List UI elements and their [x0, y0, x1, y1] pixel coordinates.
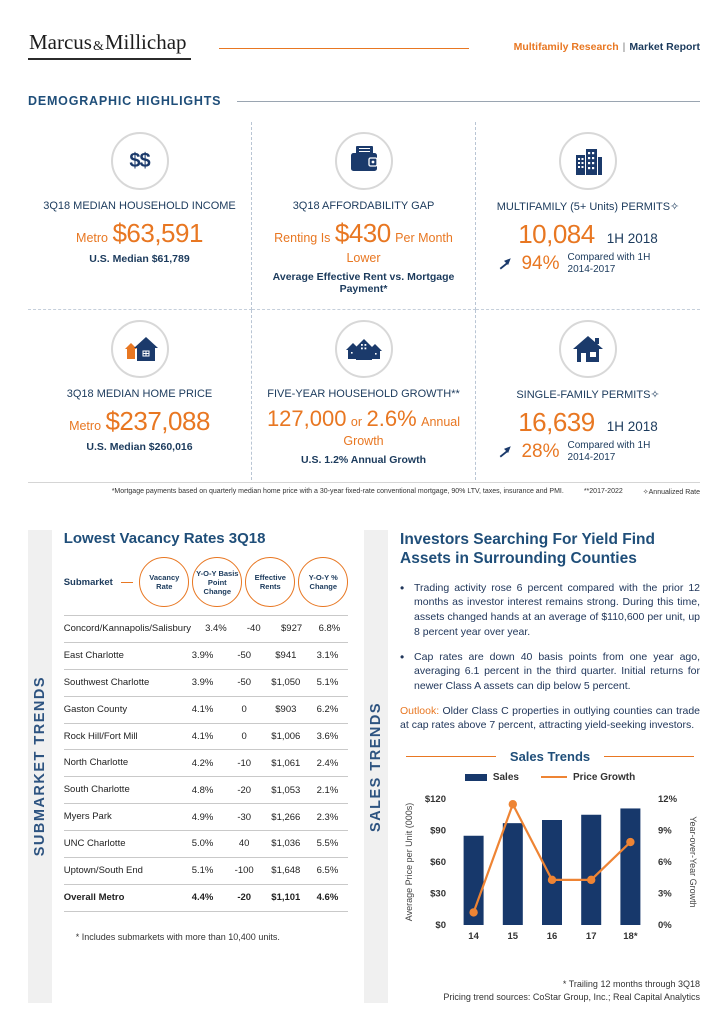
chart-plot-area [400, 787, 700, 962]
column-circle-vacancy-rate: Vacancy Rate [139, 557, 189, 607]
column-circle-yoy-change: Y-O-Y % Change [298, 557, 348, 607]
vacancy-table-header [64, 557, 349, 607]
cell-submarket: Overall Metro [63, 891, 125, 903]
header-orange-rule [219, 48, 469, 49]
cell-submarket: UNC Charlotte [63, 838, 126, 849]
stat-prefix: Metro [76, 231, 108, 245]
stat-value-line [40, 406, 239, 437]
up-arrow-icon [498, 444, 513, 459]
bullet-item [400, 581, 700, 640]
cell-submarket: Uptown/South End [63, 864, 143, 876]
section-title: DEMOGRAPHIC HIGHLIGHTS [28, 94, 222, 108]
chart-footnotes [400, 978, 700, 1003]
svg-text:17: 17 [585, 930, 597, 942]
stat-household-growth [252, 310, 476, 480]
chart-title: Sales Trends [509, 748, 591, 764]
stat-title: 3Q18 MEDIAN HOME PRICE [66, 388, 213, 400]
single-family-home-icon [559, 320, 617, 378]
cell-effective-rent: $903 [275, 704, 297, 716]
publication-name: Multifamily Research [513, 41, 619, 53]
cell-basis-point-change: -50 [237, 650, 252, 662]
stat-value-line [40, 218, 239, 249]
footnote-trailing: * Trailing 12 months through 3Q18 [562, 978, 701, 989]
cell-basis-point-change: -20 [237, 892, 252, 904]
stat-title: MULTIFAMILY (5+ Units) PERMITS✧ [496, 201, 680, 213]
cell-basis-point-change: -50 [237, 677, 252, 689]
bullet-item [400, 650, 700, 694]
table-row [64, 696, 349, 723]
cell-yoy-change: 4.6% [316, 892, 339, 904]
stat-value-line [264, 218, 463, 267]
stat-period: 1H 2018 [606, 419, 658, 434]
cell-vacancy-rate: 3.9% [191, 650, 214, 662]
stat-title: FIVE-YEAR HOUSEHOLD GROWTH** [267, 388, 460, 400]
cell-effective-rent: $1,053 [271, 784, 301, 796]
footnote-years: **2017-2022 [583, 488, 623, 495]
cell-yoy-change: 3.6% [316, 730, 339, 742]
company-logo [28, 30, 191, 60]
section-rule [237, 101, 700, 102]
cell-submarket: North Charlotte [63, 757, 129, 769]
sales-trends-sidebar [364, 530, 388, 1003]
stat-title: 3Q18 MEDIAN HOUSEHOLD INCOME [43, 200, 236, 212]
stat-value: 10,084 [518, 219, 595, 249]
svg-text:$120: $120 [424, 793, 447, 805]
logo-ampersand: & [92, 39, 104, 54]
stat-subtext: U.S. Median $260,016 [86, 441, 193, 453]
cell-vacancy-rate: 5.1% [191, 865, 214, 877]
stat-compare-text: Compared with 1H 2014-2017 [567, 440, 651, 463]
cell-vacancy-rate: 4.2% [191, 757, 214, 769]
table-row [64, 642, 349, 669]
sales-trends-section [400, 530, 700, 1003]
stat-median-household-income [28, 122, 252, 310]
stat-value-line [488, 219, 688, 250]
svg-text:16: 16 [546, 930, 558, 942]
table-row [64, 857, 349, 884]
stat-value: $430 [334, 218, 391, 248]
up-arrow-icon [498, 256, 513, 271]
report-type [514, 37, 700, 53]
outlook-paragraph [400, 704, 700, 733]
cell-basis-point-change: 40 [238, 838, 250, 850]
cell-yoy-change: 5.5% [316, 838, 339, 850]
cell-basis-point-change: -10 [237, 757, 252, 769]
investors-heading: Investors Searching For Yield Find Assets in Surrounding Counties [400, 531, 655, 568]
report-name: Market Report [629, 41, 700, 53]
cell-basis-point-change: -40 [246, 623, 261, 635]
header-connector-line [121, 582, 133, 583]
stat-title: SINGLE-FAMILY PERMITS✧ [516, 389, 660, 401]
legend-label: Price Growth [572, 771, 636, 783]
legend-sales [465, 772, 519, 783]
cell-yoy-change: 6.8% [318, 623, 341, 635]
svg-text:18*: 18* [623, 930, 638, 942]
cell-submarket: Rock Hill/Fort Mill [63, 730, 138, 742]
cell-effective-rent: $1,266 [271, 811, 301, 823]
svg-text:6%: 6% [658, 856, 672, 868]
stat-multifamily-permits [476, 122, 700, 310]
cell-yoy-change: 6.2% [316, 704, 339, 716]
cell-submarket: Southwest Charlotte [63, 676, 150, 688]
stat-value-1: 127,000 [266, 406, 347, 431]
combo-chart-svg [400, 787, 700, 962]
table-row [64, 723, 349, 750]
publication-separator: | [622, 41, 626, 53]
cell-submarket: Myers Park [63, 811, 112, 823]
svg-text:9%: 9% [658, 825, 672, 837]
sidebar-label: SUBMARKET TRENDS [31, 676, 48, 857]
cell-yoy-change: 6.5% [316, 865, 339, 877]
sales-trends-chart [400, 749, 700, 962]
footnote-sources: Pricing trend sources: CoStar Group, Inc.; Real Capital Analytics [443, 991, 701, 1002]
cell-effective-rent: $1,101 [271, 892, 301, 904]
stat-compare-text: Compared with 1H 2014-2017 [567, 252, 651, 275]
lower-section [28, 530, 700, 1003]
svg-text:14: 14 [468, 930, 479, 942]
cell-vacancy-rate: 3.4% [205, 623, 227, 635]
svg-text:$0: $0 [435, 919, 447, 931]
stat-value: 16,639 [518, 407, 595, 437]
footnote-mortgage: *Mortgage payments based on quarterly median home price with a 30-year fixed-rate conventional mortgage, 90% LTV, taxes, insurance and PMI. [111, 488, 564, 495]
cell-vacancy-rate: 4.1% [191, 730, 214, 742]
stat-compare-line [488, 252, 688, 275]
cell-vacancy-rate: 3.9% [191, 677, 214, 689]
submarket-column-label: Submarket [63, 576, 113, 588]
cell-yoy-change: 5.1% [316, 677, 339, 689]
svg-text:Average Price per Unit (000s): Average Price per Unit (000s) [404, 802, 415, 922]
cell-effective-rent: $1,006 [271, 730, 301, 742]
stat-single-family-permits [476, 310, 700, 480]
stat-prefix: Metro [69, 419, 102, 433]
logo-word-1: Marcus [29, 30, 92, 54]
title-rule-right [604, 756, 694, 757]
demographics-grid [28, 122, 700, 480]
legend-price-growth [541, 772, 635, 783]
table-row [64, 776, 349, 803]
homes-icon [111, 320, 169, 378]
chart-legend [400, 772, 700, 783]
stat-period: 1H 2018 [606, 231, 658, 246]
cell-effective-rent: $941 [275, 650, 297, 662]
sales-swatch-icon [465, 774, 487, 781]
stat-subtext: Average Effective Rent vs. Mortgage Payment* [272, 271, 455, 295]
svg-text:$60: $60 [430, 856, 447, 868]
table-row [64, 669, 349, 696]
stat-title: 3Q18 AFFORDABILITY GAP [292, 200, 435, 212]
cell-effective-rent: $927 [281, 623, 303, 635]
svg-text:$90: $90 [430, 825, 447, 837]
stat-percent: 28% [521, 440, 560, 462]
stat-value-2: 2.6% [366, 406, 417, 431]
svg-text:Year-over-Year Growth: Year-over-Year Growth [688, 816, 699, 908]
outlook-text: Older Class C properties in outlying counties can trade at cap rates above 7 percent, attracting yield-seeking investors. [400, 704, 701, 732]
table-row [64, 803, 349, 830]
stat-median-home-price [28, 310, 252, 480]
cell-yoy-change: 3.1% [316, 650, 339, 662]
cell-effective-rent: $1,050 [271, 677, 301, 689]
cell-basis-point-change: -30 [237, 811, 252, 823]
svg-text:12%: 12% [658, 793, 678, 805]
cell-vacancy-rate: 4.9% [191, 811, 214, 823]
table-row [64, 615, 349, 642]
stat-compare-line [488, 440, 688, 463]
logo-word-2: Millichap [104, 30, 187, 54]
svg-text:0%: 0% [658, 919, 672, 931]
price-growth-swatch-icon [541, 776, 567, 778]
cell-vacancy-rate: 4.8% [191, 784, 214, 796]
stat-value: $63,591 [112, 218, 203, 248]
demographics-section-header [28, 94, 700, 108]
cell-effective-rent: $1,061 [271, 757, 301, 769]
investor-bullets [400, 581, 700, 694]
cell-submarket: Concord/Kannapolis/Salisbury [63, 623, 191, 634]
stat-percent: 94% [521, 252, 560, 274]
cell-basis-point-change: -20 [237, 784, 252, 796]
sidebar-label: SALES TRENDS [368, 701, 385, 832]
stat-subtext: U.S. Median $61,789 [89, 253, 190, 265]
header [28, 30, 700, 60]
cell-submarket: South Charlotte [63, 784, 130, 796]
column-header-circles [139, 557, 348, 607]
vacancy-table-section [64, 530, 349, 1003]
stat-suffix: Annual Growth [343, 415, 461, 448]
stat-affordability-gap [252, 122, 476, 310]
table-row [64, 830, 349, 857]
cell-vacancy-rate: 4.1% [191, 704, 214, 716]
submarket-trends-sidebar [28, 530, 52, 1003]
stat-value-line [264, 406, 463, 450]
chart-title-row [406, 749, 694, 764]
title-rule-left [406, 756, 496, 757]
vacancy-table-title: Lowest Vacancy Rates 3Q18 [63, 530, 266, 547]
cell-basis-point-change: 0 [241, 730, 247, 742]
bullet-text: Trading activity rose 6 percent compared with the prior 12 months as investor interest remains strong. During this time, assets changed hands at an average of $110,600 per unit, up 8 percent year over year. [414, 581, 701, 638]
cell-yoy-change: 2.1% [316, 784, 339, 796]
table-row [64, 884, 349, 911]
stat-suffix: Per Month Lower [346, 231, 453, 265]
cell-effective-rent: $1,648 [271, 865, 301, 877]
cell-vacancy-rate: 5.0% [191, 838, 214, 850]
wallet-icon [335, 132, 393, 190]
stat-prefix: Renting Is [274, 231, 331, 245]
bullet-text: Cap rates are down 40 basis points from one year ago, averaging 6.1 percent in the third quarter. Initial returns for newer Class A assets can dip below 5 percent. [414, 650, 701, 692]
apartment-buildings-icon [559, 132, 617, 190]
cell-basis-point-change: -100 [234, 865, 254, 877]
stat-or: or [350, 415, 363, 429]
household-cluster-icon [335, 320, 393, 378]
footnote-annualized: ✧Annualized Rate [642, 489, 700, 496]
vacancy-table-footnote: * Includes submarkets with more than 10,400 units. [75, 931, 280, 942]
cell-effective-rent: $1,036 [271, 838, 301, 850]
legend-label: Sales [492, 771, 519, 783]
table-row [64, 749, 349, 776]
svg-text:$30: $30 [430, 888, 447, 900]
outlook-label: Outlook: [400, 704, 440, 717]
svg-text:3%: 3% [658, 888, 672, 900]
stat-value: $237,088 [105, 406, 210, 436]
stat-value-line [488, 407, 688, 438]
cell-yoy-change: 2.3% [316, 811, 339, 823]
stat-subtext: U.S. 1.2% Annual Growth [300, 454, 427, 466]
vacancy-table-body [64, 615, 349, 912]
cell-yoy-change: 2.4% [316, 757, 339, 769]
cell-vacancy-rate: 4.4% [191, 892, 214, 904]
cell-submarket: Gaston County [63, 703, 128, 715]
column-circle-effective-rents: Effective Rents [245, 557, 295, 607]
svg-text:15: 15 [507, 930, 519, 942]
column-circle-basis-point-change: Y-O-Y Basis Point Change [192, 557, 242, 607]
cell-basis-point-change: 0 [241, 704, 247, 716]
double-dollar-icon: $$ [111, 132, 169, 190]
cell-submarket: East Charlotte [63, 649, 124, 661]
demographics-footnote [28, 482, 700, 496]
